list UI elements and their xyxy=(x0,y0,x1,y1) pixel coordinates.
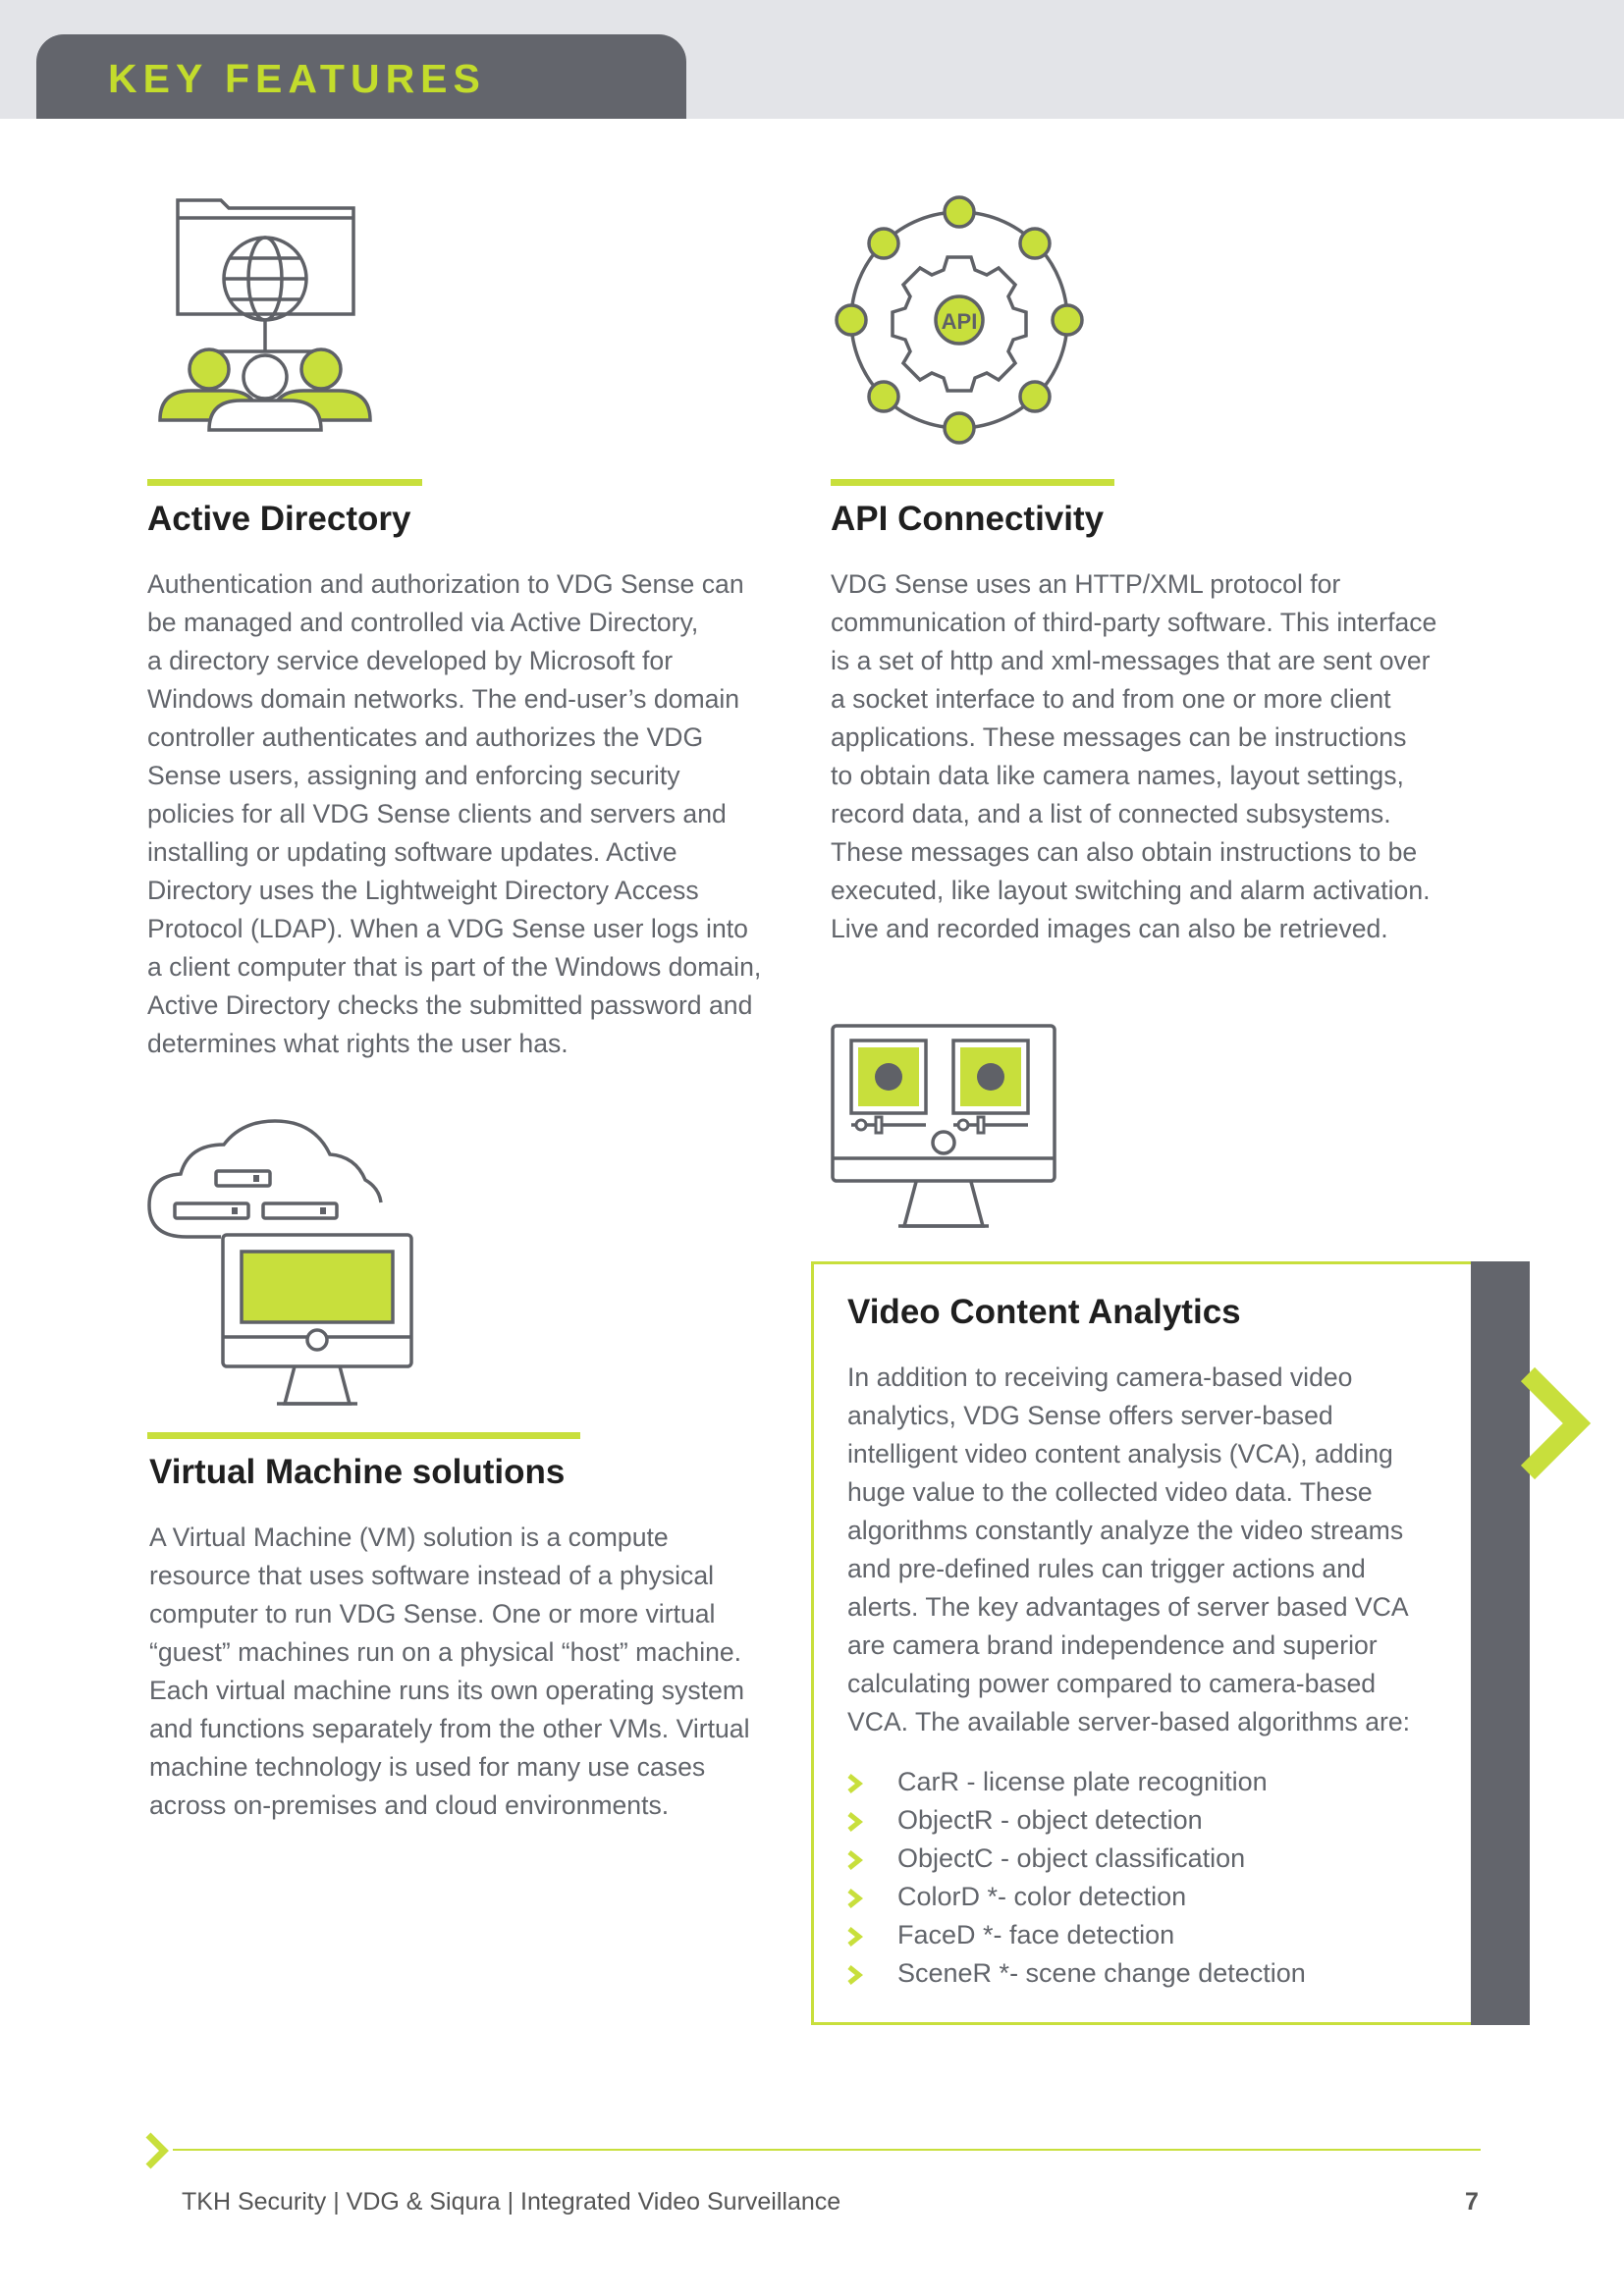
chevron-right-icon xyxy=(846,1888,864,1909)
list-item xyxy=(846,1763,1306,1801)
vca-heading: Video Content Analytics xyxy=(847,1293,1241,1331)
chevron-right-icon xyxy=(846,1773,864,1794)
list-item-label: SceneR *- scene change detection xyxy=(897,1958,1306,1988)
algorithm-list xyxy=(846,1763,1306,1993)
list-item-label: ObjectC - object classification xyxy=(897,1843,1246,1873)
footer-text: TKH Security | VDG & Siqura | Integrated Video Surveillance xyxy=(182,2188,841,2216)
chevron-right-icon xyxy=(846,1964,864,1986)
chevron-right-icon xyxy=(142,2130,172,2171)
api-heading: API Connectivity xyxy=(831,500,1105,538)
virtual-machine-body: A Virtual Machine (VM) solution is a compute resource that uses software instead of a physical computer to run VDG Sense. One or more virtual “guest” machines run on a physical “host” machine. Each virtual machine runs its own operating system and functions separately from the other VMs. Virtual machine technology is used for many use cases across on-premises and cloud environments. xyxy=(149,1522,750,1820)
chevron-right-icon xyxy=(1516,1364,1595,1482)
list-item-label: CarR - license plate recognition xyxy=(897,1767,1268,1796)
list-item-label: FaceD *- face detection xyxy=(897,1920,1175,1949)
api-accent xyxy=(831,479,1114,486)
active-directory-body: Authentication and authorization to VDG Sense can be managed and controlled via Active Directory, a directory service developed by Microsoft for Windows domain networks. The end-user’s domain controller authenticates and authorizes the VDG Sense users, assigning and enforcing security policies for all VDG Sense clients and servers and installing or updating software updates. Active Directory uses the Lightweight Directory Access Protocol (LDAP). When a VDG Sense user logs into a client computer that is part of the Windows domain, Active Directory checks the submitted password and determines what rights the user has. xyxy=(147,569,762,1058)
page-number: 7 xyxy=(1465,2188,1479,2216)
list-item-label: ColorD *- color detection xyxy=(897,1882,1187,1911)
list-item xyxy=(846,1916,1306,1954)
list-item xyxy=(846,1878,1306,1916)
active-directory-heading: Active Directory xyxy=(147,500,411,538)
api-icon-label: API xyxy=(941,309,978,334)
chevron-right-icon xyxy=(846,1926,864,1948)
api-gear-icon xyxy=(827,194,1092,450)
api-body: VDG Sense uses an HTTP/XML protocol for communication of third-party software. This interface is a set of http and xml-messages that are sent over a socket interface to and from one or more client applications. These messages can be instructions to obtain data like camera names, layout settings, record data, and a list of connected subsystems. These messages can also obtain instructions to be executed, like layout switching and alarm activation. Live and recorded images can also be retrieved. xyxy=(831,569,1437,943)
virtual-machine-accent xyxy=(147,1432,580,1439)
chevron-right-icon xyxy=(846,1811,864,1833)
active-directory-accent xyxy=(147,479,422,486)
list-item xyxy=(846,1801,1306,1840)
vca-body: In addition to receiving camera-based video analytics, VDG Sense offers server-based intelligent video content analysis (VCA), adding huge value to the collected video data. These algorithms constantly analyze the video streams and pre-defined rules can trigger actions and alerts. The key advantages of server based VCA are camera brand independence and superior calculating power compared to camera-based VCA. The available server-based algorithms are: xyxy=(847,1362,1411,1736)
video-analytics-monitor-icon xyxy=(830,1023,1057,1229)
directory-users-icon xyxy=(152,194,378,435)
list-item-label: ObjectR - object detection xyxy=(897,1805,1203,1835)
chevron-right-icon xyxy=(846,1849,864,1871)
cloud-monitor-icon xyxy=(147,1119,417,1414)
footer-divider xyxy=(173,2149,1481,2151)
virtual-machine-heading: Virtual Machine solutions xyxy=(149,1453,566,1491)
list-item xyxy=(846,1840,1306,1878)
page-title: KEY FEATURES xyxy=(108,56,486,101)
list-item xyxy=(846,1954,1306,1993)
